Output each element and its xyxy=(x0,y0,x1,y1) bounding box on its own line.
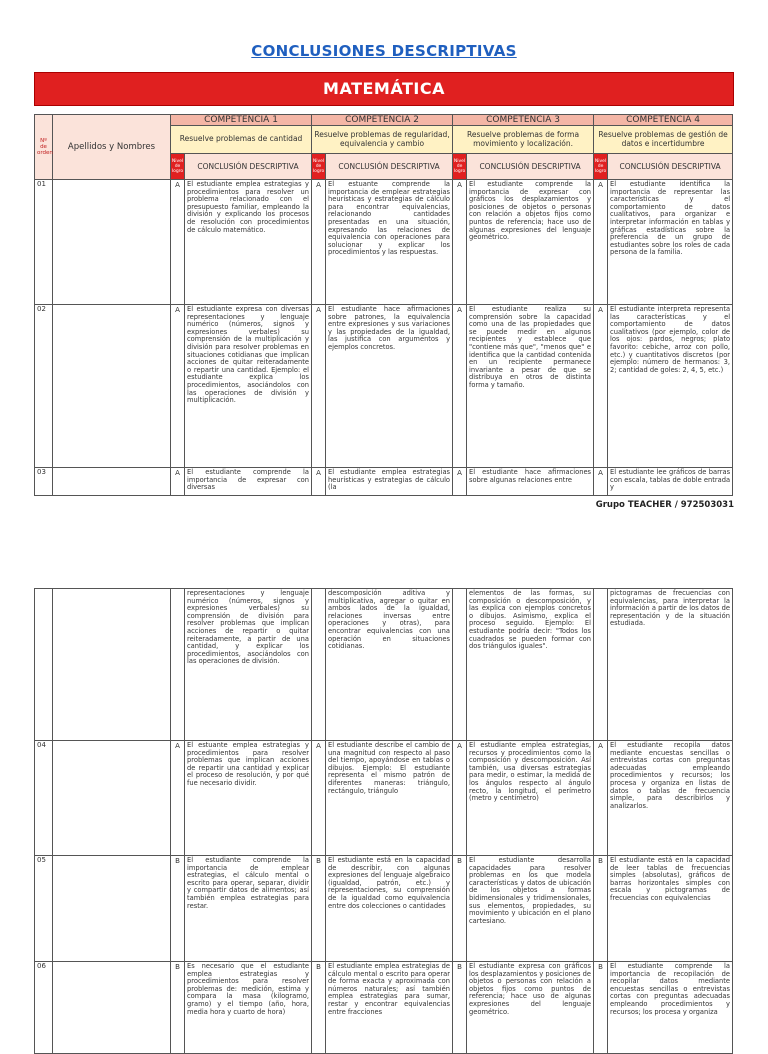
conclusion-text: El estudiante expresa con diversas representaciones y lenguaje numérico (números, signos y expresiones verbales) su comprensión de la multiplicación y división para resolver problemas en situaciones cotidianas que implican acciones de quitar reiteradamente o repartir una cantidad. Ejemplo: el estudiante explica los procedimientos, asociándolos con las operaciones de división y multiplicación. xyxy=(185,305,312,468)
nivel-header: Nivel de logro xyxy=(312,154,326,180)
order-number: 04 xyxy=(35,741,53,856)
level: A xyxy=(312,305,326,468)
nivel-header: Nivel de logro xyxy=(171,154,185,180)
level: A xyxy=(171,741,185,856)
conclusion-text: El estuante emplea estrategias y procedimientos para resolver problemas que implican acciones de repartir una cantidad y explicar el proceso de resolución, y por qué fue necesario dividir. xyxy=(185,741,312,856)
order-number: 06 xyxy=(35,962,53,1054)
level: A xyxy=(453,741,467,856)
student-name xyxy=(53,856,171,962)
level: B xyxy=(171,962,185,1054)
level: B xyxy=(312,856,326,962)
level: A xyxy=(312,741,326,856)
level: A xyxy=(171,305,185,468)
conclusion-text: El estudiante identifica la importancia de representar las características y el comportamiento de datos cualitativos, para organizar e interpretar información en tablas y gráficas estadísticas sobre la preferencia de un grupo de estudiantes sobre los roles de cada persona de la familia. xyxy=(608,180,733,305)
level: B xyxy=(171,856,185,962)
level: A xyxy=(171,180,185,305)
conclusion-text: El estuante comprende la importancia de emplear estrategias heurísticas y estrategias de cálculo para encontrar equivalencias, relacionando cantidades presentadas en una situación, expresando las relaciones de equivalencia con operaciones para solucionar y explicar los procedimientos y las respuestas. xyxy=(326,180,453,305)
order-number: 05 xyxy=(35,856,53,962)
level: B xyxy=(453,856,467,962)
level xyxy=(312,589,326,741)
conclusion-header: CONCLUSIÓN DESCRIPTIVA xyxy=(467,154,594,180)
level: A xyxy=(453,180,467,305)
competencia-1-description: Resuelve problemas de cantidad xyxy=(171,126,312,154)
student-name xyxy=(53,305,171,468)
student-name xyxy=(53,962,171,1054)
conclusion-text: elementos de las formas, su composición o descomposición, y las explica con ejemplos concretos o dibujos. Asimismo, explica el proceso seguido. Ejemplo: El estudiante podría decir: "Todos los cuadrados se pueden formar con dos triángulos iguales". xyxy=(467,589,594,741)
table-row xyxy=(35,180,733,305)
conclusion-text: El estudiante recopila datos mediante encuestas sencillas o entrevistas cortas con preguntas adecuadas empleando procedimientos y recursos; los procesa y organiza en listas de datos o tablas de frecuencia simple, para describirlos y analizarlos. xyxy=(608,741,733,856)
table-row xyxy=(35,856,733,962)
conclusion-text: El estudiante hace afirmaciones sobre patrones, la equivalencia entre expresiones y sus variaciones y las propiedades de la igualdad, las justifica con argumentos y ejemplos concretos. xyxy=(326,305,453,468)
level: A xyxy=(594,180,608,305)
level: A xyxy=(594,468,608,496)
conclusion-text: El estudiante está en la capacidad de describir, con algunas expresiones del lenguaje algebraico (igualdad, patrón, etc.) y representaciones, su comprensión de la igualdad como equivalencia entre dos colecciones o cantidades xyxy=(326,856,453,962)
conclusion-text: El estudiante realiza su comprensión sobre la capacidad como una de las propiedades que se puede medir en algunos recipientes y establece que "contiene más que", "menos que" e identifica que la cantidad contenida en un recipiente permanece invariante a pesar de que se distribuya en otros de distinta forma y tamaño. xyxy=(467,305,594,468)
conclusion-text: El estudiante lee gráficos de barras con escala, tablas de doble entrada y xyxy=(608,468,733,496)
table-row xyxy=(35,741,733,856)
order-number xyxy=(35,589,53,741)
conclusion-text: El estudiante emplea estrategias de cálculo mental o escrito para operar de forma exacta y aproximada con números naturales; así también emplea estrategias para sumar, restar y encontrar equivalencias entre fracciones xyxy=(326,962,453,1054)
conclusion-text: Es necesario que el estudiante emplea estrategias y procedimientos para resolver problemas de: medición, estima y compara la masa (kilogramo, gramo) y el tiempo (año, hora, media hora y cuarto de hora) xyxy=(185,962,312,1054)
level: A xyxy=(312,468,326,496)
competencia-4-description: Resuelve problemas de gestión de datos e incertidumbre xyxy=(594,126,733,154)
level: B xyxy=(453,962,467,1054)
level: B xyxy=(594,962,608,1054)
student-name xyxy=(53,589,171,741)
conclusion-text: El estudiante desarrolla capacidades para resolver problemas en los que modela características y datos de ubicación de los objetos a formas bidimensionales y tridimensionales, sus elementos, propiedades, su movimiento y ubicación en el plano cartesiano. xyxy=(467,856,594,962)
subject-banner: MATEMÁTICA xyxy=(34,72,734,106)
competencia-3-description: Resuelve problemas de forma movimiento y localización. xyxy=(453,126,594,154)
nivel-header: Nivel de logro xyxy=(594,154,608,180)
student-name xyxy=(53,468,171,496)
conclusions-table-page1 xyxy=(34,114,733,496)
level: A xyxy=(453,468,467,496)
level: B xyxy=(594,856,608,962)
conclusion-text: descomposición aditiva y multiplicativa, agregar o quitar en ambos lados de la igualdad, relaciones inversas entre operaciones y otras), para encontrar equivalencias con una operación en situaciones cotidianas. xyxy=(326,589,453,741)
table-row xyxy=(35,589,733,741)
conclusion-text: El estudiante describe el cambio de una magnitud con respecto al paso del tiempo, apoyándose en tablas o dibujos. Ejemplo: El estudiante representa el mismo patrón de diferentes maneras: triángulo, rectángulo, triángulo xyxy=(326,741,453,856)
conclusion-header: CONCLUSIÓN DESCRIPTIVA xyxy=(185,154,312,180)
level: A xyxy=(594,741,608,856)
competencia-1-header: COMPETENCIA 1 xyxy=(171,115,312,126)
conclusion-header: CONCLUSIÓN DESCRIPTIVA xyxy=(608,154,733,180)
level: A xyxy=(453,305,467,468)
conclusion-text: El estudiante comprende la importancia de expresar con gráficos los desplazamientos y posiciones de objetos o personas con relación a objetos fijos como puntos de referencia; hace uso de algunas expresiones del lenguaje geométrico. xyxy=(467,180,594,305)
conclusion-text: El estudiante emplea estrategias y procedimientos para resolver un problema relacionado con el presupuesto familiar, empleando la división y explicando los procesos de resolución con procedimientos de cálculo matemático. xyxy=(185,180,312,305)
nivel-header: Nivel de logro xyxy=(453,154,467,180)
order-number: 02 xyxy=(35,305,53,468)
student-name xyxy=(53,741,171,856)
order-number: 03 xyxy=(35,468,53,496)
conclusion-text: El estudiante comprende la importancia de recopilación de recopilar datos mediante encuestas sencillas o entrevistas cortas con preguntas adecuadas empleando procedimientos y recursos; los procesa y organiza xyxy=(608,962,733,1054)
conclusion-text: El estudiante comprende la importancia de emplear estrategias, el cálculo mental o escrito para operar, separar, dividir y compartir datos de alimentos; así también emplea estrategias para restar. xyxy=(185,856,312,962)
page-title: CONCLUSIONES DESCRIPTIVAS xyxy=(251,42,517,60)
table-row xyxy=(35,305,733,468)
competencia-4-header: COMPETENCIA 4 xyxy=(594,115,733,126)
conclusion-text: El estudiante hace afirmaciones sobre algunas relaciones entre xyxy=(467,468,594,496)
competencia-2-header: COMPETENCIA 2 xyxy=(312,115,453,126)
page-footer: Grupo TEACHER / 972503031 xyxy=(595,500,734,510)
table-row xyxy=(35,468,733,496)
conclusion-text: El estudiante comprende la importancia de expresar con diversas xyxy=(185,468,312,496)
competencia-2-description: Resuelve problemas de regularidad, equivalencia y cambio xyxy=(312,126,453,154)
student-name-header: Apellidos y Nombres xyxy=(53,115,171,180)
order-number: 01 xyxy=(35,180,53,305)
conclusions-table-page2 xyxy=(34,588,733,1054)
student-name xyxy=(53,180,171,305)
conclusion-text: pictogramas de frecuencias con equivalencias, para interpretar la información a partir de los datos de representación y de la situación estudiada. xyxy=(608,589,733,741)
order-number-header: Nº de orden xyxy=(35,115,53,180)
level: A xyxy=(594,305,608,468)
conclusion-text: El estudiante emplea estrategias, recursos y procedimientos como la composición y descomposición. Así también, usa diversas estrategias para medir, o estimar, la medida de los ángulos respecto al ángulo recto, la longitud, el perímetro (metro y centímetro) xyxy=(467,741,594,856)
conclusion-text: El estudiante está en la capacidad de leer tablas de frecuencias simples (absolutas), gráficos de barras horizontales simples con escala y pictogramas de frecuencias con equivalencias xyxy=(608,856,733,962)
level: B xyxy=(312,962,326,1054)
level xyxy=(171,589,185,741)
level: A xyxy=(312,180,326,305)
conclusion-text: El estudiante expresa con gráficos los desplazamientos y posiciones de objetos o personas con relación a objetos fijos como puntos de referencia; hace uso de algunas expresiones del lenguaje geométrico. xyxy=(467,962,594,1054)
conclusion-text: El estudiante emplea estrategias heurísticas y estrategias de cálculo (la xyxy=(326,468,453,496)
level xyxy=(594,589,608,741)
conclusion-text: El estudiante interpreta representa las características y el comportamiento de datos cualitativos (por ejemplo, color de los ojos: pardos, negros; plato favorito: cebiche, arroz con pollo, etc.) y cuantitativos discretos (por ejemplo: número de hermanos: 3, 2; cantidad de goles: 2, 4, 5, etc.) xyxy=(608,305,733,468)
competencia-3-header: COMPETENCIA 3 xyxy=(453,115,594,126)
conclusion-text: representaciones y lenguaje numérico (números, signos y expresiones verbales) su comprensión de división para resolver problemas que implican acciones de repartir o quitar reiteradamente, a partir de una cantidad, y explicar los procedimientos, asociándolos con las operaciones de división. xyxy=(185,589,312,741)
conclusion-header: CONCLUSIÓN DESCRIPTIVA xyxy=(326,154,453,180)
level xyxy=(453,589,467,741)
table-row xyxy=(35,962,733,1054)
level: A xyxy=(171,468,185,496)
